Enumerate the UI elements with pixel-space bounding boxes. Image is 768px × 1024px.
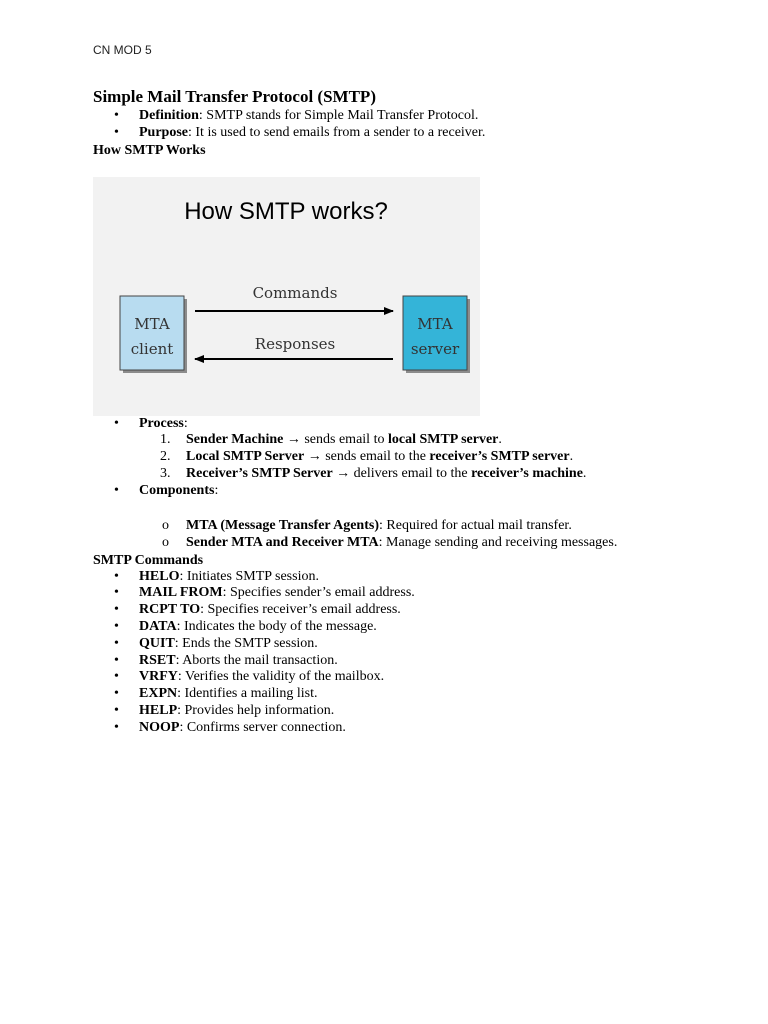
description: : Required for actual mail transfer. <box>379 517 572 533</box>
step-source: Sender Machine <box>186 432 284 448</box>
command-name: HELO <box>139 568 180 584</box>
components-sublist <box>139 517 733 552</box>
command-name: VRFY <box>139 669 178 685</box>
step-end: . <box>582 465 587 481</box>
command-name: DATA <box>139 618 177 634</box>
step-source: Local SMTP Server <box>186 449 305 465</box>
command-description: : Confirms server connection. <box>179 719 346 735</box>
list-item-definition <box>93 108 733 125</box>
step-action: sends email to the <box>325 449 430 465</box>
description: : Manage sending and receiving messages. <box>378 535 618 551</box>
mta-server-label-line2: server <box>410 339 460 358</box>
command-name: HELP <box>139 702 178 718</box>
process-step <box>139 449 733 466</box>
term: Components <box>139 482 215 498</box>
diagram-title: How SMTP works? <box>184 197 388 225</box>
page-header: CN MOD 5 <box>93 43 152 57</box>
step-number: 2. <box>160 449 171 465</box>
arrow-glyph: → <box>332 465 354 481</box>
term: Definition <box>139 108 199 123</box>
command-item <box>93 602 733 619</box>
process-steps <box>139 432 733 482</box>
command-description: : Indicates the body of the message. <box>176 618 377 634</box>
command-item <box>93 569 733 586</box>
command-description: : Provides help information. <box>177 702 335 718</box>
command-description: : Identifies a mailing list. <box>177 686 318 702</box>
command-name: EXPN <box>139 686 178 702</box>
command-item <box>93 720 733 737</box>
mta-client-box <box>120 296 184 370</box>
step-target: receiver’s SMTP server <box>429 449 570 465</box>
commands-label: Commands <box>252 283 338 302</box>
command-name: RSET <box>139 652 176 668</box>
process-step <box>139 432 733 449</box>
description: : It is used to send emails from a sender to a receiver. <box>188 124 486 140</box>
mta-client-label-line2: client <box>130 339 174 358</box>
process-step <box>139 466 733 483</box>
term: Purpose <box>139 124 188 140</box>
term: MTA (Message Transfer Agents) <box>186 517 379 533</box>
term-suffix: : <box>214 482 219 498</box>
command-name: MAIL FROM <box>139 585 223 601</box>
smtp-diagram-svg <box>93 177 480 416</box>
smtp-diagram <box>93 177 480 416</box>
term-suffix: : <box>183 415 188 431</box>
section-heading-how-smtp-works: How SMTP Works <box>93 142 206 158</box>
command-description: : Ends the SMTP session. <box>174 635 318 651</box>
section-heading-smtp-commands: SMTP Commands <box>93 552 204 568</box>
command-name: QUIT <box>139 635 175 651</box>
command-item <box>93 653 733 670</box>
arrow-glyph: → <box>304 449 326 465</box>
description: : SMTP stands for Simple Mail Transfer Protocol. <box>198 108 479 123</box>
command-item <box>93 703 733 720</box>
command-description: : Specifies receiver’s email address. <box>200 602 401 618</box>
step-action: delivers email to the <box>353 465 472 481</box>
component-item <box>139 517 733 535</box>
command-item <box>93 619 733 636</box>
step-number: 3. <box>160 465 171 481</box>
command-description: : Specifies sender’s email address. <box>222 585 415 601</box>
mta-server-box <box>403 296 467 370</box>
mta-client-label-line1: MTA <box>134 314 170 333</box>
process-components-list <box>93 416 733 552</box>
command-name: NOOP <box>139 719 180 735</box>
command-description: : Verifies the validity of the mailbox. <box>177 669 385 685</box>
step-end: . <box>569 449 574 465</box>
step-action: sends email to <box>304 432 388 448</box>
list-item-components <box>93 483 733 552</box>
step-source: Receiver’s SMTP Server <box>186 465 333 481</box>
step-target: local SMTP server <box>387 432 499 448</box>
sub-bullet: o <box>162 535 169 551</box>
list-item-process <box>93 416 733 483</box>
command-item <box>93 686 733 703</box>
component-item <box>139 534 733 552</box>
sub-bullet: o <box>162 517 169 533</box>
step-target: receiver’s machine <box>471 465 583 481</box>
term: Process <box>139 415 184 431</box>
command-item <box>93 585 733 602</box>
list-item-purpose <box>93 125 733 142</box>
command-item <box>93 669 733 686</box>
command-name: RCPT TO <box>139 602 201 618</box>
spacer <box>139 500 733 517</box>
smtp-commands-list <box>93 569 733 737</box>
document-body <box>93 86 733 737</box>
command-description: : Initiates SMTP session. <box>179 568 319 584</box>
mta-server-label-line1: MTA <box>417 314 453 333</box>
arrow-glyph: → <box>283 432 305 448</box>
term: Sender MTA and Receiver MTA <box>186 535 379 551</box>
page-title: Simple Mail Transfer Protocol (SMTP) <box>93 87 376 106</box>
command-item <box>93 636 733 653</box>
step-number: 1. <box>160 432 171 448</box>
step-end: . <box>498 432 502 448</box>
command-description: : Aborts the mail transaction. <box>175 652 338 668</box>
responses-label: Responses <box>254 334 336 353</box>
intro-list <box>93 108 733 142</box>
